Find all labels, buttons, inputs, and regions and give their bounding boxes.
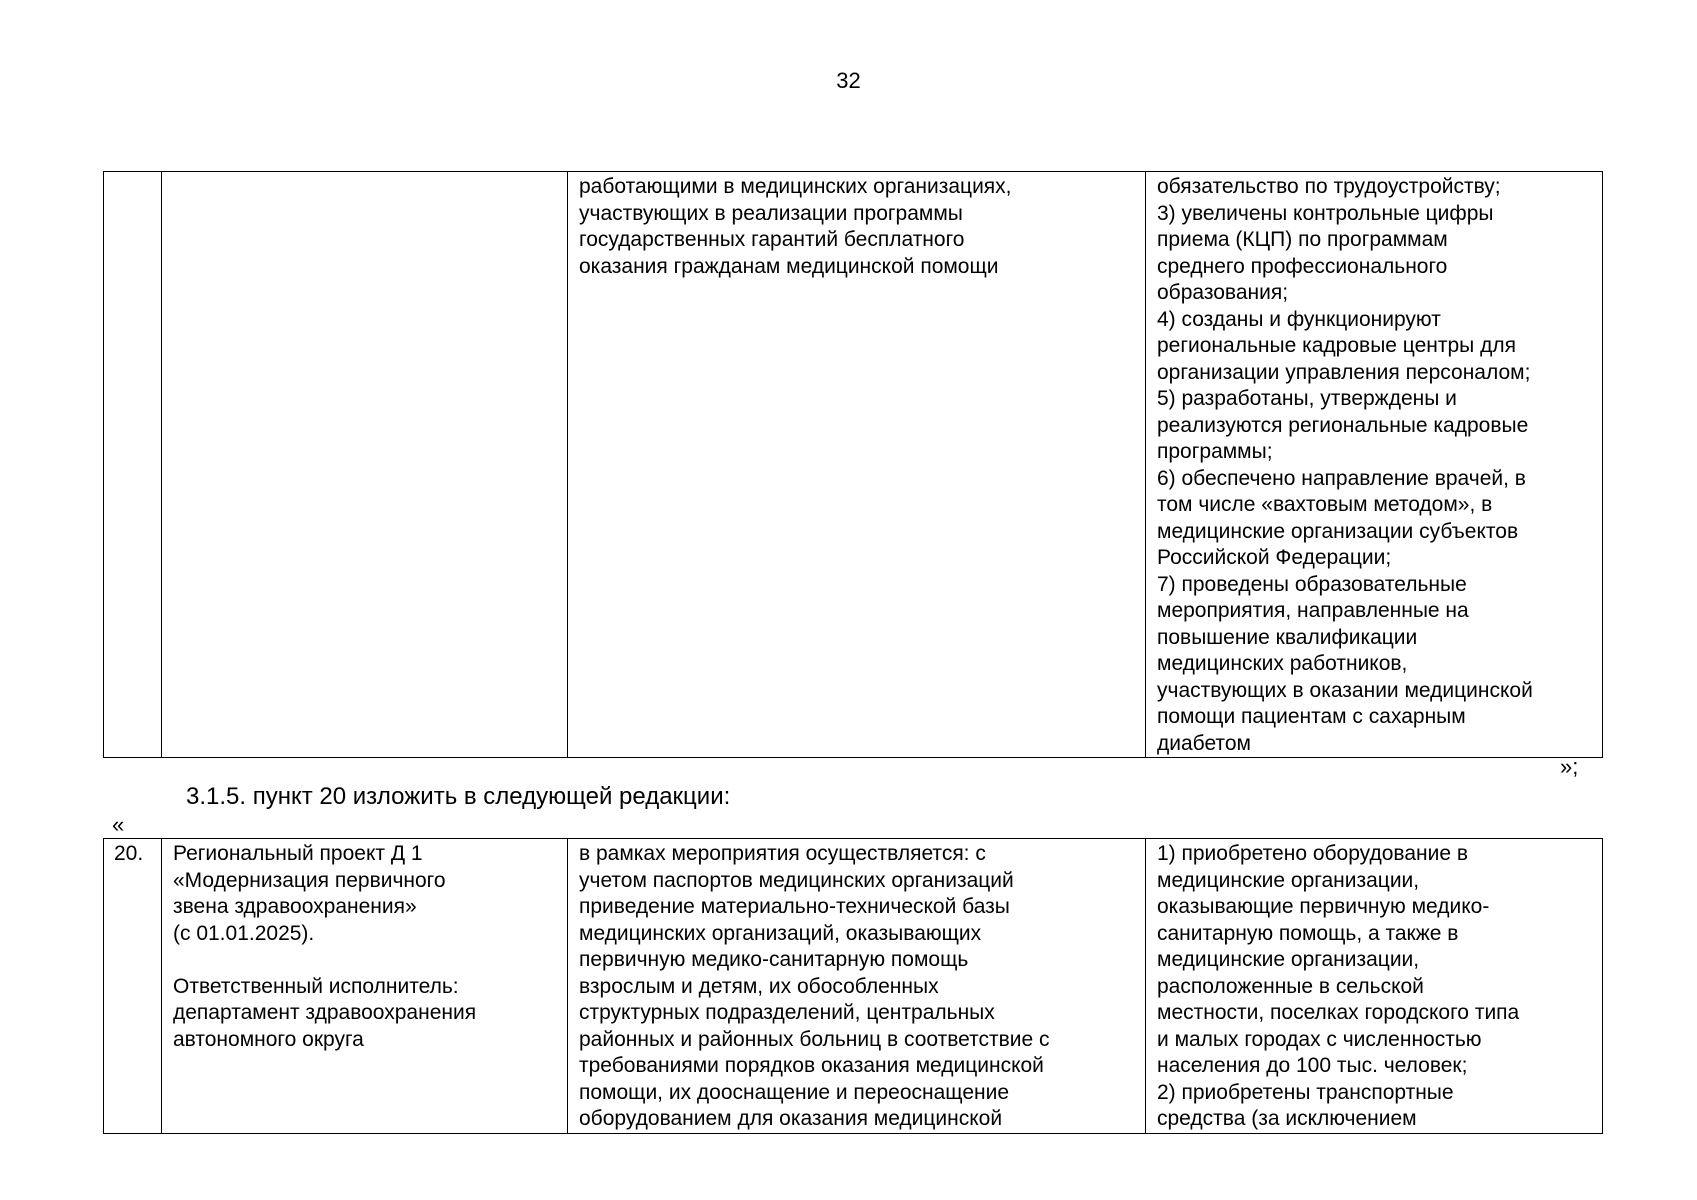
- text-line: программы;: [1157, 440, 1273, 463]
- results-cell: [1146, 172, 1603, 758]
- table-row: [104, 172, 1603, 758]
- section-heading: 3.1.5. пункт 20 изложить в следующей редакции:: [186, 783, 731, 810]
- text-line: санитарную помощь, а также в: [1157, 921, 1459, 945]
- text-line: структурных подразделений, центральных: [579, 1001, 995, 1024]
- text-line: мероприятия, направленные на: [1157, 599, 1469, 622]
- text-line: 7) проведены образовательные: [1157, 572, 1467, 596]
- text-line: в рамках мероприятия осуществляется: с: [579, 842, 986, 865]
- project-cell: [162, 839, 568, 1134]
- description-cell: [568, 839, 1146, 1134]
- text-line: оборудованием для оказания медицинской: [579, 1107, 1003, 1130]
- text-line: медицинские организации,: [1157, 868, 1420, 892]
- paragraph-gap: [173, 947, 557, 974]
- text-line: (с 01.01.2025).: [173, 921, 315, 945]
- text-line: 1) приобретено оборудование в: [1157, 842, 1468, 865]
- text-line: районных и районных больниц в соответствие с: [579, 1027, 1050, 1051]
- text-line: средства (за исключением: [1157, 1107, 1417, 1130]
- text-line: медицинские организации субъектов: [1157, 519, 1519, 543]
- continuation-table: [103, 171, 1603, 758]
- text-line: требованиями порядков оказания медицинской: [579, 1054, 1044, 1077]
- page-number: 32: [836, 68, 861, 93]
- text-line: и малых городах с численностью: [1157, 1027, 1482, 1051]
- text-line: обязательство по трудоустройству;: [1157, 175, 1501, 198]
- text-line: населения до 100 тыс. человек;: [1157, 1054, 1468, 1077]
- text-line: «Модернизация первичного: [173, 868, 446, 892]
- text-line: организации управления персоналом;: [1157, 360, 1531, 384]
- text-line: звена здравоохранения»: [173, 895, 417, 918]
- description-cell: [568, 172, 1146, 758]
- results-cell: [1146, 839, 1603, 1134]
- text-line: медицинских работников,: [1157, 652, 1408, 675]
- text-line: образования;: [1157, 281, 1289, 304]
- row-number-cell: [104, 172, 162, 758]
- text-line: 4) созданы и функционируют: [1157, 307, 1441, 331]
- text-line: помощи, их дооснащение и переоснащение: [579, 1080, 1010, 1104]
- text-line: повышение квалификации: [1157, 625, 1418, 649]
- text-line: государственных гарантий бесплатного: [579, 228, 965, 251]
- text-line: том числе «вахтовым методом», в: [1157, 493, 1493, 516]
- table-row: [104, 839, 1603, 1134]
- text-line: оказания гражданам медицинской помощи: [579, 254, 999, 278]
- text-line: расположенные в сельской: [1157, 974, 1424, 998]
- text-line: 6) обеспечено направление врачей, в: [1157, 466, 1526, 490]
- item-20-table: [103, 838, 1603, 1134]
- text-line: среднего профессионального: [1157, 254, 1448, 278]
- text-line: первичную медико-санитарную помощь: [579, 948, 969, 971]
- text-line: 3) увеличены контрольные цифры: [1157, 201, 1494, 225]
- text-line: работающими в медицинских организациях,: [579, 175, 1012, 198]
- text-line: департамент здравоохранения: [173, 1001, 477, 1024]
- text-line: приема (КЦП) по программам: [1157, 228, 1448, 251]
- text-line: участвующих в реализации программы: [579, 201, 963, 225]
- text-line: учетом паспортов медицинских организаций: [579, 868, 1014, 892]
- text-line: Российской Федерации;: [1157, 546, 1392, 569]
- text-line: взрослым и детям, их обособленных: [579, 974, 939, 998]
- text-line: Региональный проект Д 1: [173, 842, 423, 865]
- closing-quote: »;: [1560, 754, 1579, 779]
- text-line: диабетом: [1157, 731, 1251, 755]
- opening-quote: «: [112, 812, 125, 837]
- text-line: оказывающие первичную медико-: [1157, 895, 1490, 918]
- text-line: медицинских организаций, оказывающих: [579, 921, 982, 945]
- project-cell: [162, 172, 568, 758]
- text-line: 2) приобретены транспортные: [1157, 1080, 1454, 1104]
- text-line: местности, поселках городского типа: [1157, 1001, 1520, 1024]
- text-line: приведение материально-технической базы: [579, 895, 1010, 918]
- text-line: помощи пациентам с сахарным: [1157, 705, 1466, 728]
- text-line: медицинские организации,: [1157, 948, 1420, 971]
- row-number-cell: 20.: [104, 839, 162, 1134]
- text-line: реализуются региональные кадровые: [1157, 413, 1529, 437]
- text-line: Ответственный исполнитель:: [173, 974, 459, 998]
- text-line: участвующих в оказании медицинской: [1157, 678, 1533, 702]
- text-line: 5) разработаны, утверждены и: [1157, 387, 1457, 410]
- text-line: автономного округа: [173, 1027, 364, 1051]
- text-line: региональные кадровые центры для: [1157, 334, 1516, 357]
